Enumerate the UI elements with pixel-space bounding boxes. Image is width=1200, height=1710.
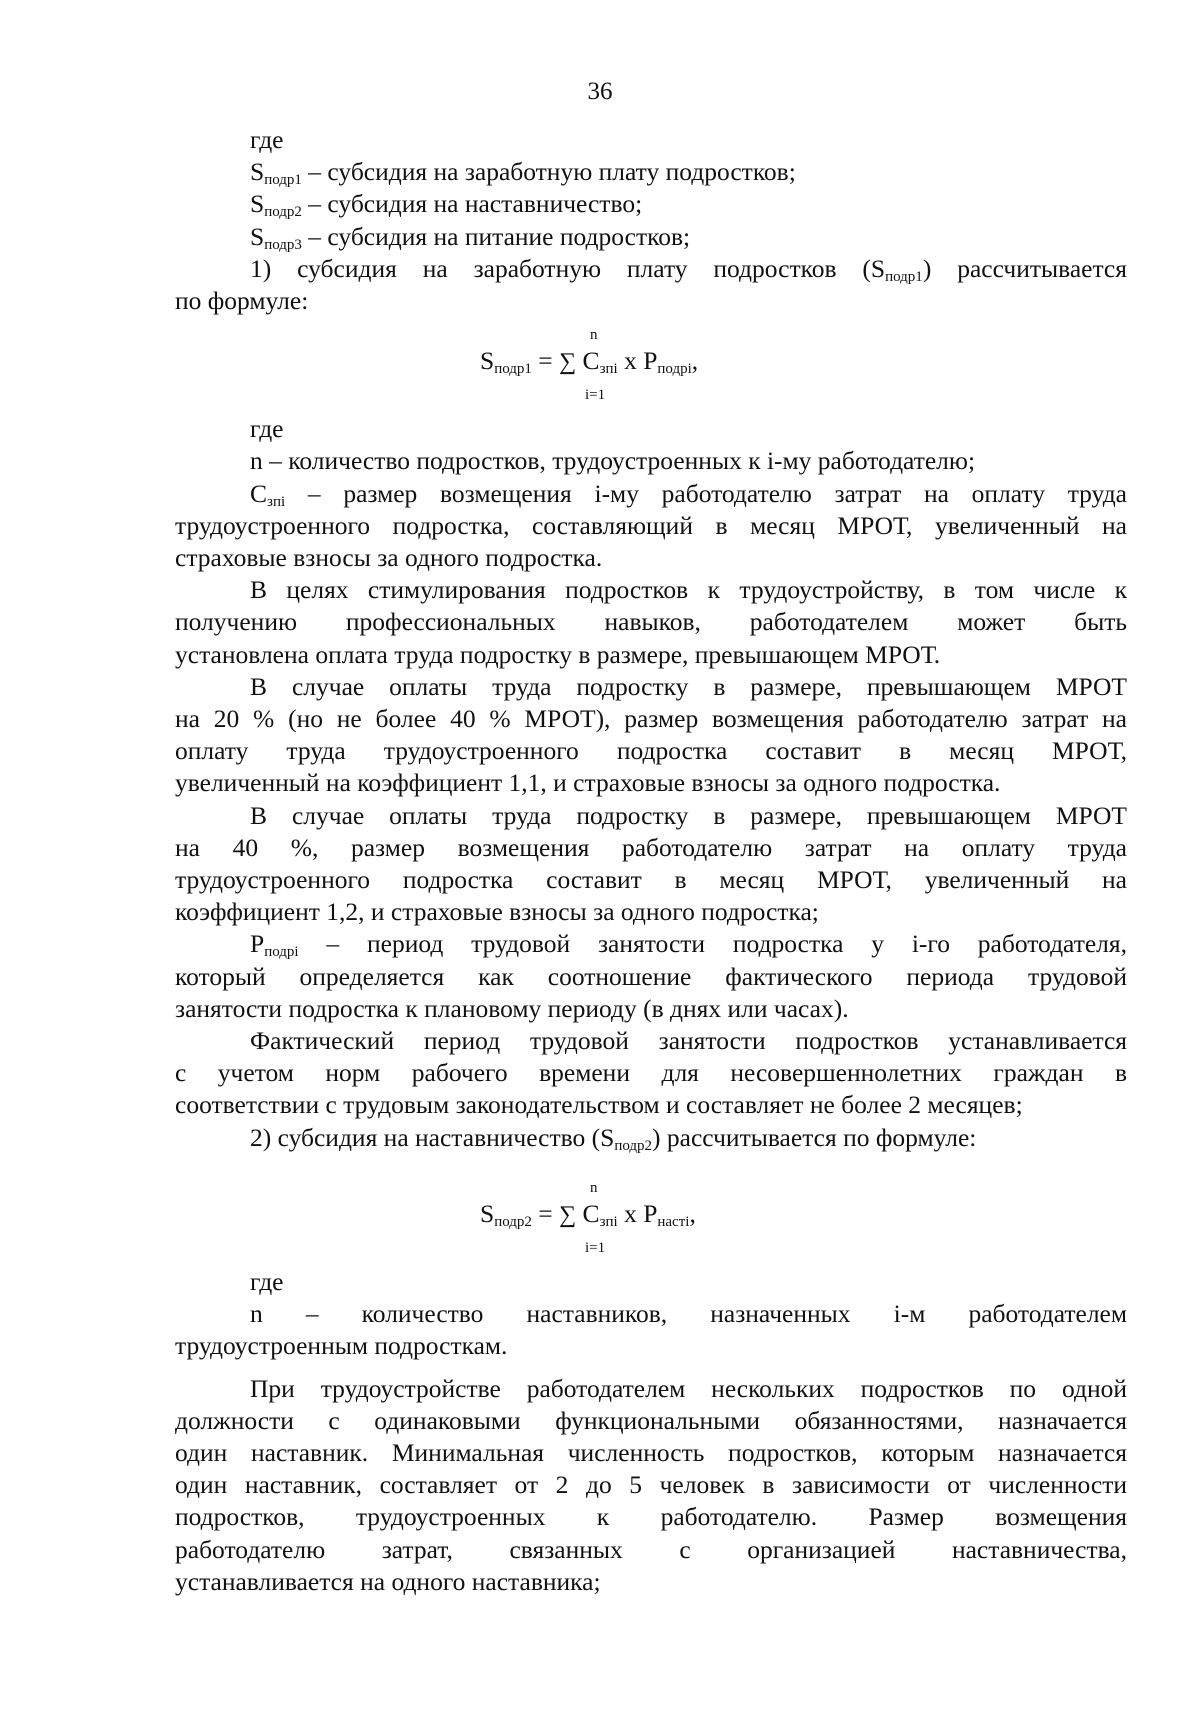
p-definition-line3: занятости подростка к плановому периоду (в днях или часах). [175,993,849,1023]
where-label: где [250,125,284,154]
para-mentor-line7: устанавливается на одного наставника; [175,1566,601,1596]
para-mentor-line4: один наставник, составляет от 2 до 5 человек в зависимости от численности [175,1470,1127,1500]
formula-2-expression: $S_{подр2}$ = ∑ $C_{зпi}$ x $P_{настi}$, [480,1198,696,1230]
para-mentor-line1: При трудоустройстве работодателем нескольких подростков по одной [250,1373,1127,1403]
para-stimul-line3: установлена оплата труда подростку в размере, превышающем МРОТ. [175,639,941,669]
definition-s2: $S_{подр2}$ – субсидия на наставничество; [250,189,643,221]
para-fact-line3: соответствии с трудовым законодательством и составляет не более 2 месяцев; [175,1090,1023,1120]
formula-2 [175,1154,1127,1266]
definition-s1: $S_{подр1}$ – субсидия на заработную плату подростков; [250,157,796,189]
c-definition-line3: страховые взносы за одного подростка. [175,543,603,573]
para-stimul-line2: получению профессиональных навыков, работодателем может быть [175,607,1127,637]
para-40-line2: на 40 %, размер возмещения работодателю затрат на оплату труда [175,832,1127,862]
c-definition-line1: $C_{зпi}$ – размер возмещения i-му работодателю затрат на оплату труда [250,478,1127,510]
para-mentor-line5: подростков, трудоустроенных к работодателю. Размер возмещения [175,1502,1127,1532]
item-1-line1: 1) субсидия на заработную плату подростков $(S_{подр1})$ рассчитывается [250,253,1127,285]
para-fact-line2: с учетом норм рабочего времени для несовершеннолетних граждан в [175,1058,1127,1088]
para-stimul-line1: В целях стимулирования подростков к трудоустройству, в том числе к [250,575,1127,605]
formula-1-lower: i=1 [585,387,606,404]
where-label-3: где [250,1266,284,1296]
para-40-line1: В случае оплаты труда подростку в размере, превышающем МРОТ [250,800,1127,830]
n2-definition-line1: n – количество наставников, назначенных i-м работодателем [250,1299,1127,1329]
formula-1 [175,317,1127,413]
para-fact-line1: Фактический период трудовой занятости подростков устанавливается [250,1026,1127,1056]
n-definition: n – количество подростков, трудоустроенных к i-му работодателю; [250,446,976,476]
para-20-line4: увеличенный на коэффициент 1,1, и страховые взносы за одного подростка. [175,768,1001,798]
item-2: 2) субсидия на наставничество $(S_{подр2})$ рассчитывается по формуле: [250,1122,977,1154]
para-mentor-line3: один наставник. Минимальная численность подростков, которым назначается [175,1437,1127,1467]
para-mentor-line2: должности с одинаковыми функциональными обязанностями, назначается [175,1405,1127,1435]
p-definition-line2: который определяется как соотношение фактического периода трудовой [175,961,1127,991]
c-definition-line2: трудоустроенного подростка, составляющий в месяц МРОТ, увеличенный на [175,510,1127,540]
definition-s3: $S_{подр3}$ – субсидия на питание подростков; [250,221,691,253]
document-body [175,124,1127,1598]
para-20-line1: В случае оплаты труда подростку в размере, превышающем МРОТ [250,671,1127,701]
formula-2-upper: n [590,1179,598,1196]
formula-2-lower: i=1 [585,1239,606,1256]
where-label-2: где [250,414,284,444]
para-40-line4: коэффициент 1,2, и страховые взносы за одного подростка; [175,897,819,927]
page-number: 36 [587,78,613,105]
n2-definition-line2: трудоустроенным подросткам. [175,1331,508,1361]
p-definition-line1: $P_{подрi}$ – период трудовой занятости подростка у i-го работодателя, [250,929,1127,961]
para-40-line3: трудоустроенного подростка составит в месяц МРОТ, увеличенный на [175,865,1127,895]
formula-1-upper: n [590,327,598,344]
formula-1-expression: $S_{подр1}$ = ∑ $C_{зпi}$ x $P_{подрi}$, [480,346,699,378]
para-mentor-line6: работодателю затрат, связанных с организацией наставничества, [175,1534,1127,1564]
para-20-line2: на 20 % (но не более 40 % МРОТ), размер возмещения работодателю затрат на [175,704,1127,734]
para-20-line3: оплату труда трудоустроенного подростка составит в месяц МРОТ, [175,736,1127,766]
item-1-line2: по формуле: [175,286,309,316]
